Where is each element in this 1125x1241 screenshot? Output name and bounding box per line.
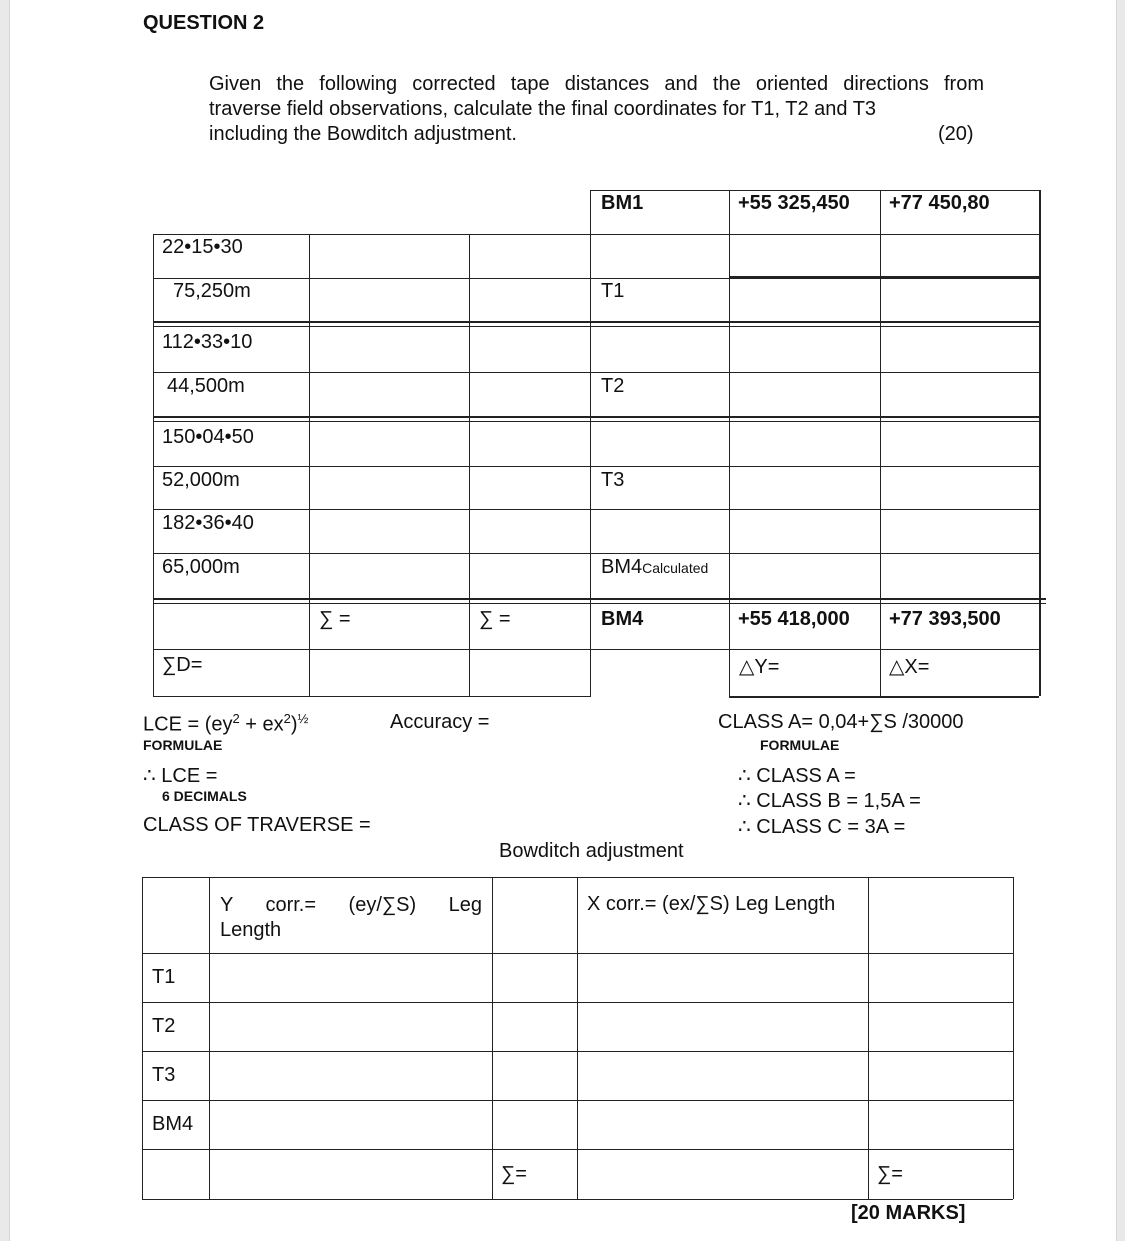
bm4-y: +55 418,000 — [738, 608, 850, 630]
station-t3: T3 — [601, 469, 625, 491]
bowditch-title: Bowditch adjustment — [499, 840, 684, 862]
station-bm4-calculated: BM4Calculated — [601, 556, 709, 578]
bowditch-row-bm4: BM4 — [152, 1113, 194, 1135]
formulae-label-left: FORMULAE — [143, 737, 223, 753]
sum-x-label: ∑ = — [479, 608, 511, 630]
delta-x-label: △X= — [889, 656, 930, 678]
distance-3: 52,000m — [162, 469, 240, 491]
bm1-x: +77 450,80 — [889, 192, 990, 214]
delta-y-label: △Y= — [739, 656, 780, 678]
station-bm1: BM1 — [601, 192, 644, 214]
direction-3: 150•04•50 — [162, 426, 254, 448]
class-c-result: ∴ CLASS C = 3A = — [738, 816, 906, 838]
class-of-traverse: CLASS OF TRAVERSE = — [143, 814, 371, 836]
station-bm4: BM4 — [601, 608, 644, 630]
decimals-note: 6 DECIMALS — [162, 788, 247, 804]
accuracy-label: Accuracy = — [390, 711, 490, 733]
marks-label: (20) — [938, 123, 974, 145]
lce-formula: LCE = $(ey^2 + ex^2)^{\frac{1}{2}}$ — [143, 711, 309, 736]
bowditch-row-t1: T1 — [152, 966, 176, 988]
station-t2: T2 — [601, 375, 625, 397]
distance-1: 75,250m — [173, 280, 251, 302]
lce-result: ∴ LCE = — [143, 765, 218, 787]
bowditch-sum-x: ∑= — [877, 1163, 903, 1185]
sum-distance-label: ∑D= — [162, 654, 203, 676]
direction-4: 182•36•40 — [162, 512, 254, 534]
instructions: Given the following corrected tape distances and the oriented directions from traverse field observations, calculate the final coordinates for T1, T2 and T3 including the Bowditch adjustment. — [209, 73, 984, 145]
direction-2: 112•33•10 — [162, 331, 253, 353]
class-b-result: ∴ CLASS B = 1,5A = — [738, 790, 921, 812]
distance-2: 44,500m — [167, 375, 245, 397]
class-a-result: ∴ CLASS A = — [738, 765, 856, 787]
class-a-formula: CLASS A= 0,04+∑S /30000 — [718, 711, 964, 733]
bowditch-row-t2: T2 — [152, 1015, 176, 1037]
bm4-x: +77 393,500 — [889, 608, 1001, 630]
sum-y-label: ∑ = — [319, 608, 351, 630]
total-marks: [20 MARKS] — [851, 1202, 966, 1224]
distance-4: 65,000m — [162, 556, 240, 578]
x-correction-header: X corr.= (ex/∑S) Leg Length — [587, 893, 836, 915]
formulae-label-right: FORMULAE — [760, 737, 840, 753]
bowditch-row-t3: T3 — [152, 1064, 176, 1086]
bm1-y: +55 325,450 — [738, 192, 850, 214]
direction-1: 22•15•30 — [162, 236, 243, 258]
question-heading: QUESTION 2 — [143, 12, 265, 34]
bowditch-sum-y: ∑= — [501, 1163, 527, 1185]
y-correction-header: Y corr.= (ey/∑S) Leg Length — [220, 894, 482, 941]
document-page — [9, 0, 1117, 1241]
station-t1: T1 — [601, 280, 625, 302]
